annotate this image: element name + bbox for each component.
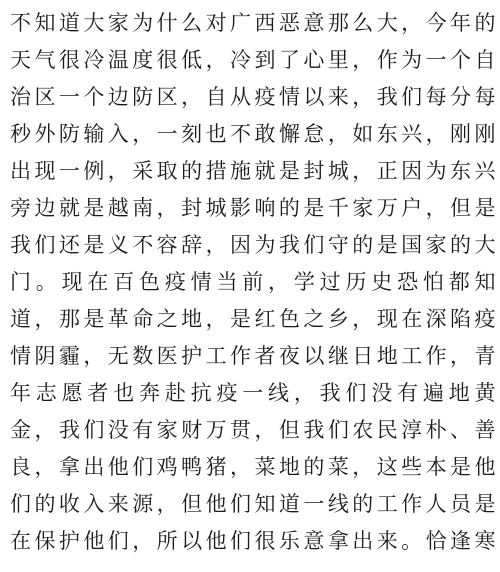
text-line-15: 在保护他们，所以他们很乐意拿出来。恰逢寒 — [10, 529, 496, 553]
text-line-4: 秒外防输入，一刻也不敢懈怠，如东兴，刚刚 — [10, 122, 496, 146]
text-line-2: 天气很冷温度很低，冷到了心里，作为一个自 — [10, 48, 496, 72]
text-line-5: 出现一例，采取的措施就是封城，正因为东兴 — [10, 159, 496, 183]
text-line-9: 道，那是革命之地，是红色之乡，现在深陷疫 — [10, 307, 496, 331]
text-line-3: 治区一个边防区，自从疫情以来，我们每分每 — [10, 85, 496, 109]
text-line-13: 良，拿出他们鸡鸭猪，菜地的菜，这些本是他 — [10, 455, 496, 479]
text-line-1: 不知道大家为什么对广西恶意那么大，今年的 — [10, 11, 496, 35]
text-line-6: 旁边就是越南，封城影响的是千家万户，但是 — [10, 196, 496, 220]
article-body — [10, 5, 496, 560]
text-line-8: 门。现在百色疫情当前，学过历史恐怕都知 — [10, 270, 496, 294]
text-line-7: 我们还是义不容辞，因为我们守的是国家的大 — [10, 233, 496, 257]
text-line-11: 年志愿者也奔赴抗疫一线，我们没有遍地黄 — [10, 381, 496, 405]
text-line-10: 情阴霾，无数医护工作者夜以继日地工作，青 — [10, 344, 496, 368]
text-line-14: 们的收入来源，但他们知道一线的工作人员是 — [10, 492, 496, 516]
text-line-12: 金，我们没有家财万贯，但我们农民淳朴、善 — [10, 418, 496, 442]
